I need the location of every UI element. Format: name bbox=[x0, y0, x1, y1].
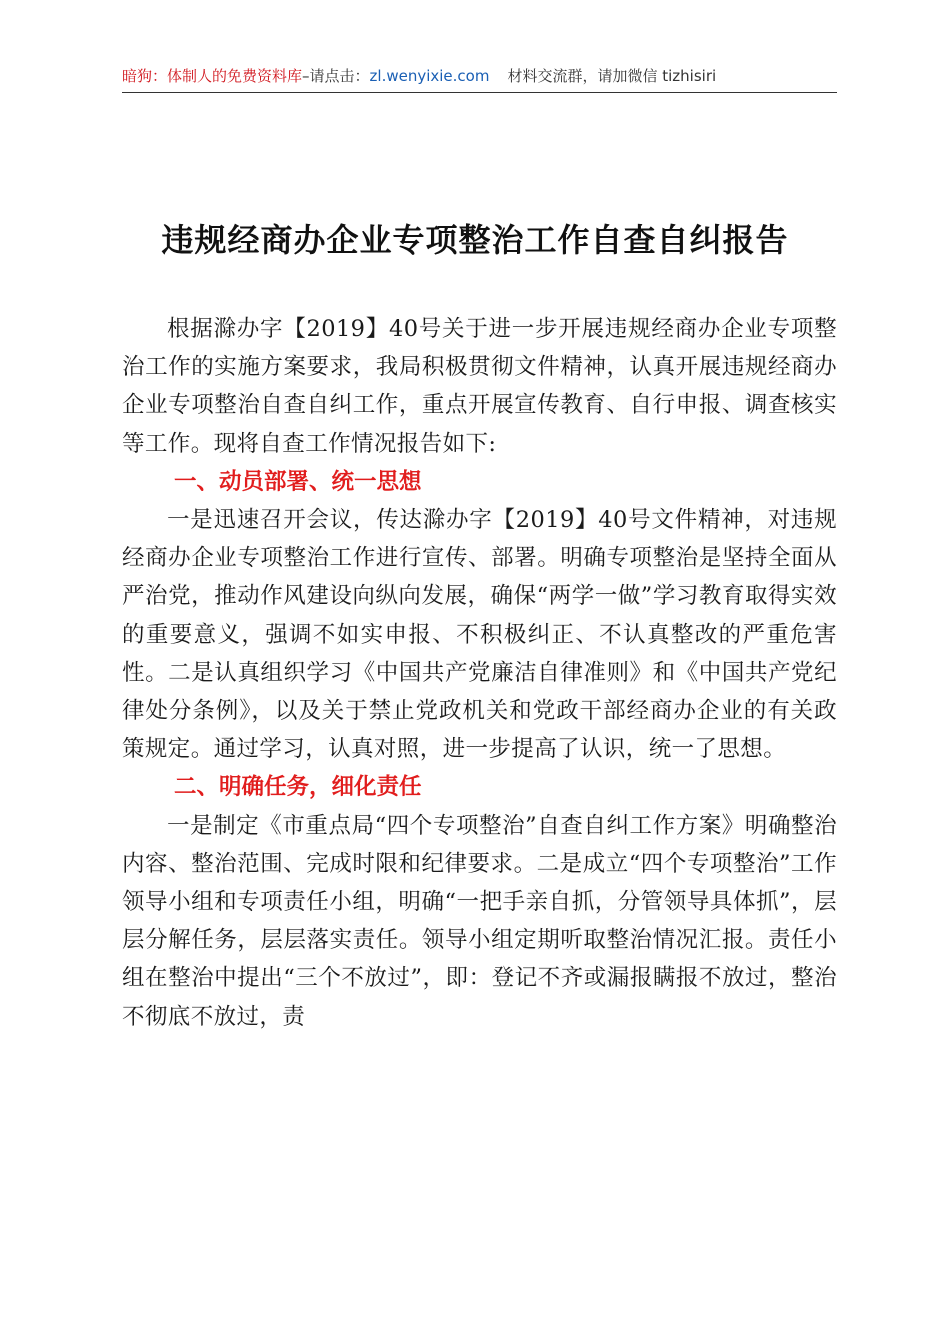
page-header bbox=[122, 66, 837, 93]
section-heading-1: 一、动员部署、统一思想 bbox=[174, 468, 422, 495]
section-paragraph-2: 一是制定《市重点局“四个专项整治”自查自纠工作方案》明确整治内容、整治范围、完成时限和纪律要求。二是成立“四个专项整治”工作领导小组和专项责任小组，明确“一把手亲自抓，分管领导具体抓”，层层分解任务，层层落实责任。领导小组定期听取整治情况汇报。责任小组在整治中提出“三个不放过”，即：登记不齐或漏报瞒报不放过，整治不彻底不放过，责 bbox=[122, 812, 837, 1030]
section-heading-2: 二、明确任务，细化责任 bbox=[174, 774, 422, 801]
intro-paragraph: 根据滁办字【2019】40号关于进一步开展违规经商办企业专项整治工作的实施方案要求，我局积极贯彻文件精神，认真开展违规经商办企业专项整治自查自纠工作，重点开展宣传教育、自行申报、调查核实等工作。现将自查工作情况报告如下: bbox=[122, 316, 837, 457]
header-site-name: 暗狗：体制人的免费资料库 bbox=[122, 67, 303, 85]
document-title: 违规经商办企业专项整治工作自查自纠报告 bbox=[161, 221, 789, 259]
header-url-link[interactable]: zl.wenyixie.com bbox=[369, 67, 490, 85]
header-contact: 材料交流群，请加微信 tizhisiri bbox=[507, 67, 717, 85]
header-prompt: –请点击： bbox=[302, 67, 370, 85]
document-body bbox=[122, 310, 837, 1036]
section-paragraph-1: 一是迅速召开会议，传达滁办字【2019】40号文件精神，对违规经商办企业专项整治工作进行宣传、部署。明确专项整治是坚持全面从严治党，推动作风建设向纵向发展，确保“两学一做”学习教育取得实效的重要意义，强调不如实申报、不积极纠正、不认真整改的严重危害性。二是认真组织学习《中国共产党廉洁自律准则》和《中国共产党纪律处分条例》，以及关于禁止党政机关和党政干部经商办企业的有关政策规定。通过学习，认真对照，进一步提高了认识，统一了思想。 bbox=[122, 507, 837, 763]
